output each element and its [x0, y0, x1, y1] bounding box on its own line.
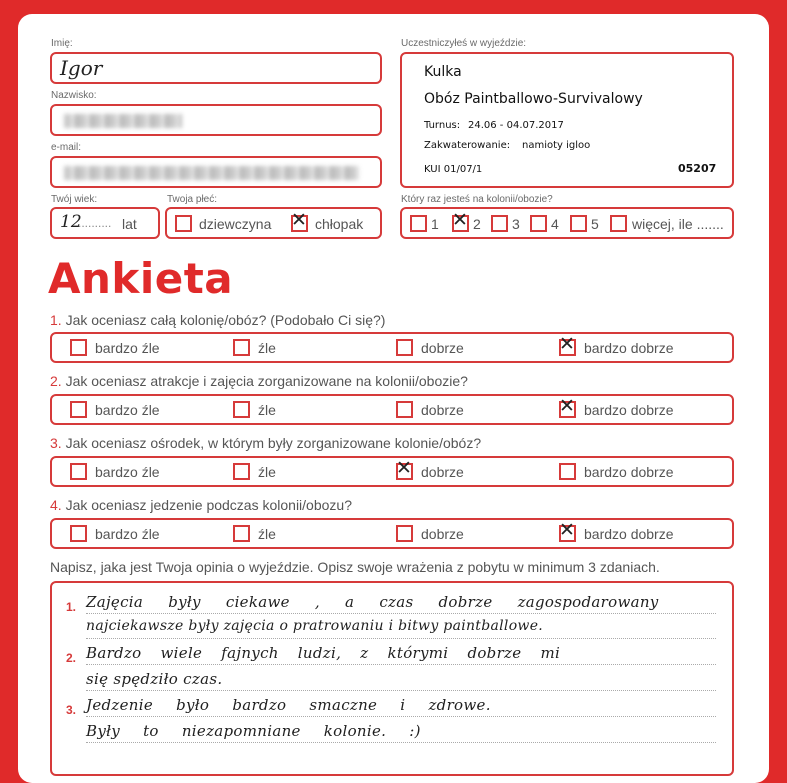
- question-number: 2.: [50, 373, 62, 389]
- redacted-surname: [64, 114, 182, 128]
- email-label: e-mail:: [51, 142, 82, 153]
- option-label: dobrze: [421, 464, 464, 480]
- option-label: dobrze: [421, 402, 464, 418]
- age-label: Twój wiek:: [51, 194, 98, 205]
- opinion-line-2: najciekawsze były zajęcia o pratrowaniu i bitwy paintballowe.: [86, 618, 544, 634]
- q4-option-good[interactable]: [396, 525, 413, 542]
- times-option-1: 1: [431, 216, 439, 232]
- which-time-label: Który raz jesteś na kolonii/obozie?: [401, 194, 553, 205]
- rating-row-2: [50, 394, 734, 425]
- ruled-line: [86, 638, 716, 639]
- camp-number: 05207: [678, 162, 717, 175]
- ruled-line: [86, 690, 716, 691]
- age-unit: lat: [122, 216, 137, 232]
- q3-option-very-bad[interactable]: [70, 463, 87, 480]
- lodging-label: Zakwaterowanie:: [424, 140, 511, 151]
- which-time-field: [400, 207, 734, 239]
- question-3: [50, 435, 481, 451]
- gender-checkbox-girl[interactable]: [175, 215, 192, 232]
- option-label: bardzo źle: [95, 340, 160, 356]
- checkbox-mark: ✕: [559, 333, 575, 355]
- q1-option-good[interactable]: [396, 339, 413, 356]
- option-label: bardzo źle: [95, 464, 160, 480]
- option-label: źle: [258, 402, 276, 418]
- ruled-line: [86, 664, 716, 665]
- turnus-value: 24.06 - 04.07.2017: [468, 120, 564, 131]
- ruled-line: [86, 613, 716, 614]
- q3-option-good[interactable]: [396, 457, 413, 480]
- question-4: [50, 497, 352, 513]
- age-field[interactable]: [50, 207, 160, 239]
- times-option-5: 5: [591, 216, 599, 232]
- gender-label: Twoja płeć:: [167, 194, 218, 205]
- q4-option-bad[interactable]: [233, 525, 250, 542]
- surname-label: Nazwisko:: [51, 90, 97, 101]
- q4-option-very-good[interactable]: [559, 519, 576, 542]
- lodging-value: namioty igloo: [522, 140, 591, 151]
- option-label: źle: [258, 340, 276, 356]
- checkbox-mark: ✕: [559, 395, 575, 417]
- q1-option-very-bad[interactable]: [70, 339, 87, 356]
- times-checkbox-5[interactable]: [570, 215, 587, 232]
- times-option-3: 3: [512, 216, 520, 232]
- gender-option-boy: chłopak: [315, 216, 364, 232]
- times-checkbox-4[interactable]: [530, 215, 547, 232]
- q2-option-very-good[interactable]: [559, 395, 576, 418]
- ruled-line: [86, 716, 716, 717]
- times-option-more: więcej, ile .......: [632, 216, 724, 232]
- option-label: dobrze: [421, 526, 464, 542]
- q3-option-very-good[interactable]: [559, 463, 576, 480]
- question-number: 3.: [50, 435, 62, 451]
- question-1: [50, 312, 385, 328]
- checkbox-mark: ✕: [396, 457, 412, 479]
- checkbox-mark: ✕: [291, 209, 307, 231]
- option-label: źle: [258, 464, 276, 480]
- times-checkbox-3[interactable]: [491, 215, 508, 232]
- turnus-label: Turnus:: [424, 120, 461, 131]
- option-label: bardzo źle: [95, 402, 160, 418]
- first-name-field[interactable]: [50, 52, 382, 84]
- first-name-value: Igor: [60, 56, 103, 80]
- q3-option-bad[interactable]: [233, 463, 250, 480]
- first-name-label: Imię:: [51, 38, 73, 49]
- question-text: Jak oceniasz całą kolonię/obóz? (Podobało Ci się?): [65, 312, 386, 328]
- option-label: bardzo dobrze: [584, 464, 674, 480]
- checkbox-mark: ✕: [559, 519, 575, 541]
- times-checkbox-2[interactable]: [452, 209, 469, 232]
- question-text: Jak oceniasz jedzenie podczas kolonii/obozu?: [65, 497, 352, 513]
- gender-field: [165, 207, 382, 239]
- q2-option-bad[interactable]: [233, 401, 250, 418]
- times-option-4: 4: [551, 216, 559, 232]
- opinion-number-2: 2.: [66, 651, 77, 665]
- question-number: 4.: [50, 497, 62, 513]
- opinion-line-5: Jedzenie było bardzo smaczne i zdrowe.: [86, 696, 491, 714]
- opinion-line-1: Zajęcia były ciekawe , a czas dobrze zagospodarowany: [86, 593, 659, 611]
- gender-checkbox-boy[interactable]: [291, 209, 308, 232]
- opinion-line-3: Bardzo wiele fajnych ludzi, z którymi dobrze mi: [86, 644, 561, 662]
- q2-option-very-bad[interactable]: [70, 401, 87, 418]
- camp-name: Kulka: [424, 64, 462, 80]
- camp-code: KUI 01/07/1: [424, 164, 483, 175]
- q4-option-very-bad[interactable]: [70, 525, 87, 542]
- question-text: Jak oceniasz ośrodek, w którym były zorganizowane kolonie/obóz?: [65, 435, 482, 451]
- q1-option-bad[interactable]: [233, 339, 250, 356]
- camp-title: Obóz Paintballowo-Survivalowy: [424, 91, 643, 107]
- option-label: bardzo źle: [95, 526, 160, 542]
- opinion-number-1: 1.: [66, 600, 77, 614]
- q1-option-very-good[interactable]: [559, 333, 576, 356]
- opinion-line-4: się spędziło czas.: [86, 670, 223, 688]
- option-label: bardzo dobrze: [584, 402, 674, 418]
- option-label: źle: [258, 526, 276, 542]
- redacted-email: [64, 166, 359, 180]
- ruled-line: [86, 742, 716, 743]
- opinion-number-3: 3.: [66, 703, 77, 717]
- opinion-prompt: Napisz, jaka jest Twoja opinia o wyjeździe. Opisz swoje wrażenia z pobytu w minimum 3 zdaniach.: [50, 559, 660, 575]
- rating-row-4: [50, 518, 734, 549]
- age-dots: ..........: [78, 216, 112, 230]
- survey-title: Ankieta: [48, 254, 234, 303]
- surname-field[interactable]: [50, 104, 382, 136]
- age-value: 12: [60, 212, 82, 232]
- option-label: bardzo dobrze: [584, 526, 674, 542]
- email-field[interactable]: [50, 156, 382, 188]
- times-option-2: 2: [473, 216, 481, 232]
- rating-row-3: [50, 456, 734, 487]
- opinion-field[interactable]: [50, 581, 734, 776]
- times-checkbox-1[interactable]: [410, 215, 427, 232]
- gender-option-girl: dziewczyna: [199, 216, 272, 232]
- opinion-line-6: Były to niezapomniane kolonie. :): [86, 722, 421, 740]
- camp-info-box: [400, 52, 734, 188]
- rating-row-1: [50, 332, 734, 363]
- question-text: Jak oceniasz atrakcje i zajęcia zorganizowane na kolonii/obozie?: [65, 373, 468, 389]
- times-checkbox-more[interactable]: [610, 215, 627, 232]
- q2-option-good[interactable]: [396, 401, 413, 418]
- question-number: 1.: [50, 312, 62, 328]
- question-2: [50, 373, 468, 389]
- participant-label: Uczestniczyłeś w wyjeździe:: [401, 38, 527, 49]
- survey-sheet: [18, 14, 769, 783]
- option-label: bardzo dobrze: [584, 340, 674, 356]
- option-label: dobrze: [421, 340, 464, 356]
- checkbox-mark: ✕: [452, 209, 468, 231]
